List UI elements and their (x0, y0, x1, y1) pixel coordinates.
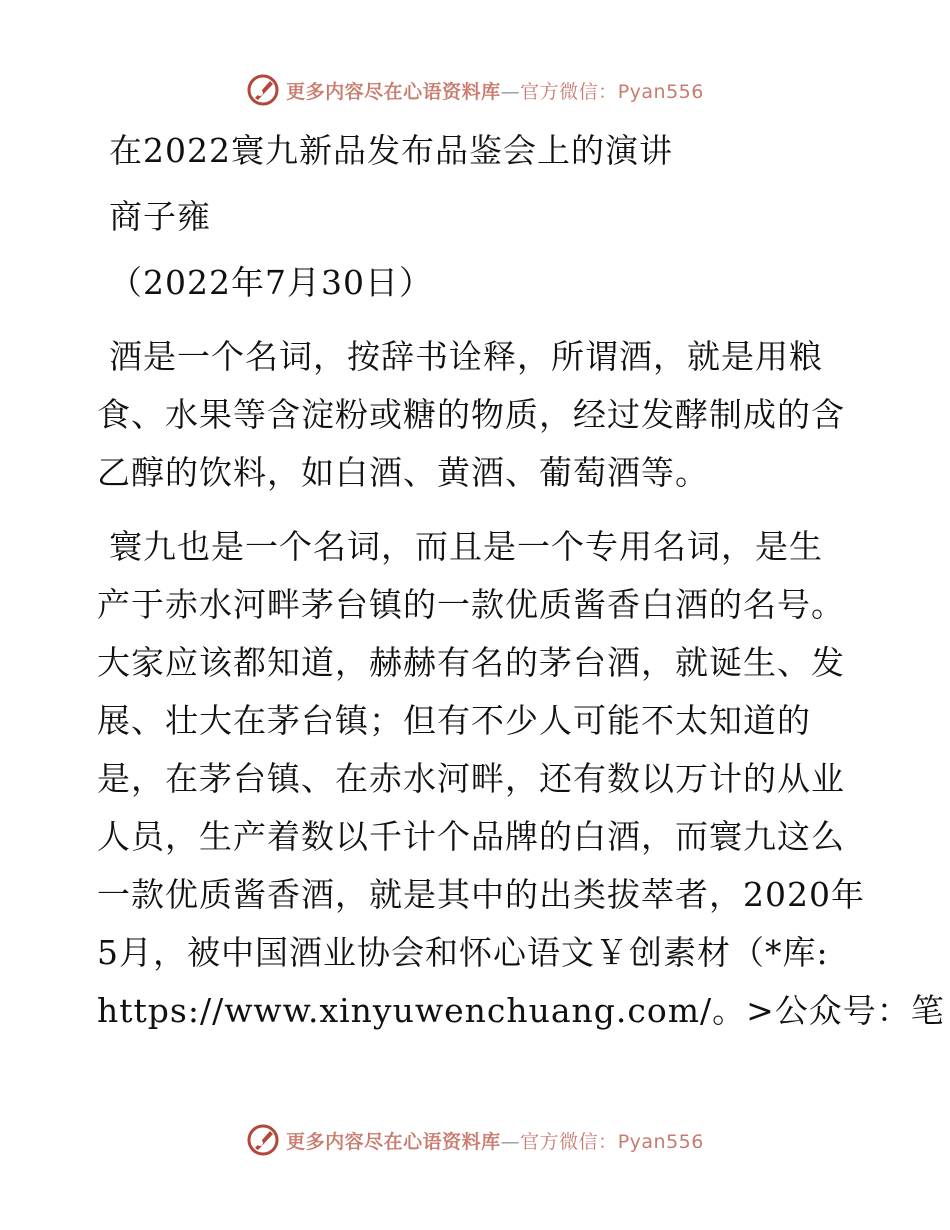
watermark-main: 更多内容尽在心语资料库 (286, 1130, 501, 1153)
header-watermark (0, 70, 950, 110)
paragraph-line: 一款优质酱香酒，就是其中的出类拔萃者，2020年 (97, 875, 865, 914)
paragraph-line: 5月，被中国酒业协会和怀心语文￥创素材（*库: (97, 933, 829, 972)
watermark-dash: — (500, 1130, 521, 1153)
watermark-group (246, 73, 704, 107)
footer-watermark (0, 1120, 950, 1160)
watermark-text (286, 1127, 704, 1154)
watermark-handle: Pyan556 (617, 1130, 704, 1153)
paragraph-line: 大家应该都知道，赫赫有名的茅台酒，就诞生、发 (97, 643, 845, 682)
watermark-dash: — (500, 80, 521, 103)
paragraph-2 (97, 518, 945, 1040)
document-date: （2022年7月30日） (109, 263, 433, 302)
paragraph-line: 展、壮大在茅台镇；但有不少人可能不太知道的 (97, 701, 811, 740)
paragraph-line: 寰九也是一个名词，而且是一个专用名词，是生 (109, 527, 823, 566)
paragraph-line: 产于赤水河畔茅台镇的一款优质酱香白酒的名号。 (97, 585, 845, 624)
paragraph-line: 食、水果等含淀粉或糖的物质，经过发酵制成的含 (97, 395, 845, 434)
watermark-main: 更多内容尽在心语资料库 (286, 80, 501, 103)
quill-circle-logo-icon (246, 1123, 280, 1157)
paragraph-line: 乙醇的饮料，如白酒、黄酒、葡萄酒等。 (97, 453, 709, 492)
paragraph-line: https://www.xinyuwenchuang.com/。>公众号：笔 (97, 991, 945, 1030)
paragraph-1 (97, 328, 857, 502)
watermark-sub: 官方微信： (520, 1130, 618, 1153)
paragraph-line: 是，在茅台镇、在赤水河畔，还有数以万计的从业 (97, 759, 845, 798)
paragraph-line: 人员，生产着数以千计个品牌的白酒，而寰九这么 (97, 817, 845, 856)
paragraph-line: 酒是一个名词，按辞书诠释，所谓酒，就是用粮 (109, 337, 823, 376)
watermark-sub: 官方微信： (520, 80, 618, 103)
document-author: 商子雍 (109, 197, 211, 236)
document-body (97, 122, 945, 1040)
quill-circle-logo-icon (246, 73, 280, 107)
watermark-handle: Pyan556 (617, 80, 704, 103)
document-title: 在2022寰九新品发布品鉴会上的演讲 (109, 131, 673, 170)
watermark-text (286, 77, 704, 104)
watermark-group (246, 1123, 704, 1157)
